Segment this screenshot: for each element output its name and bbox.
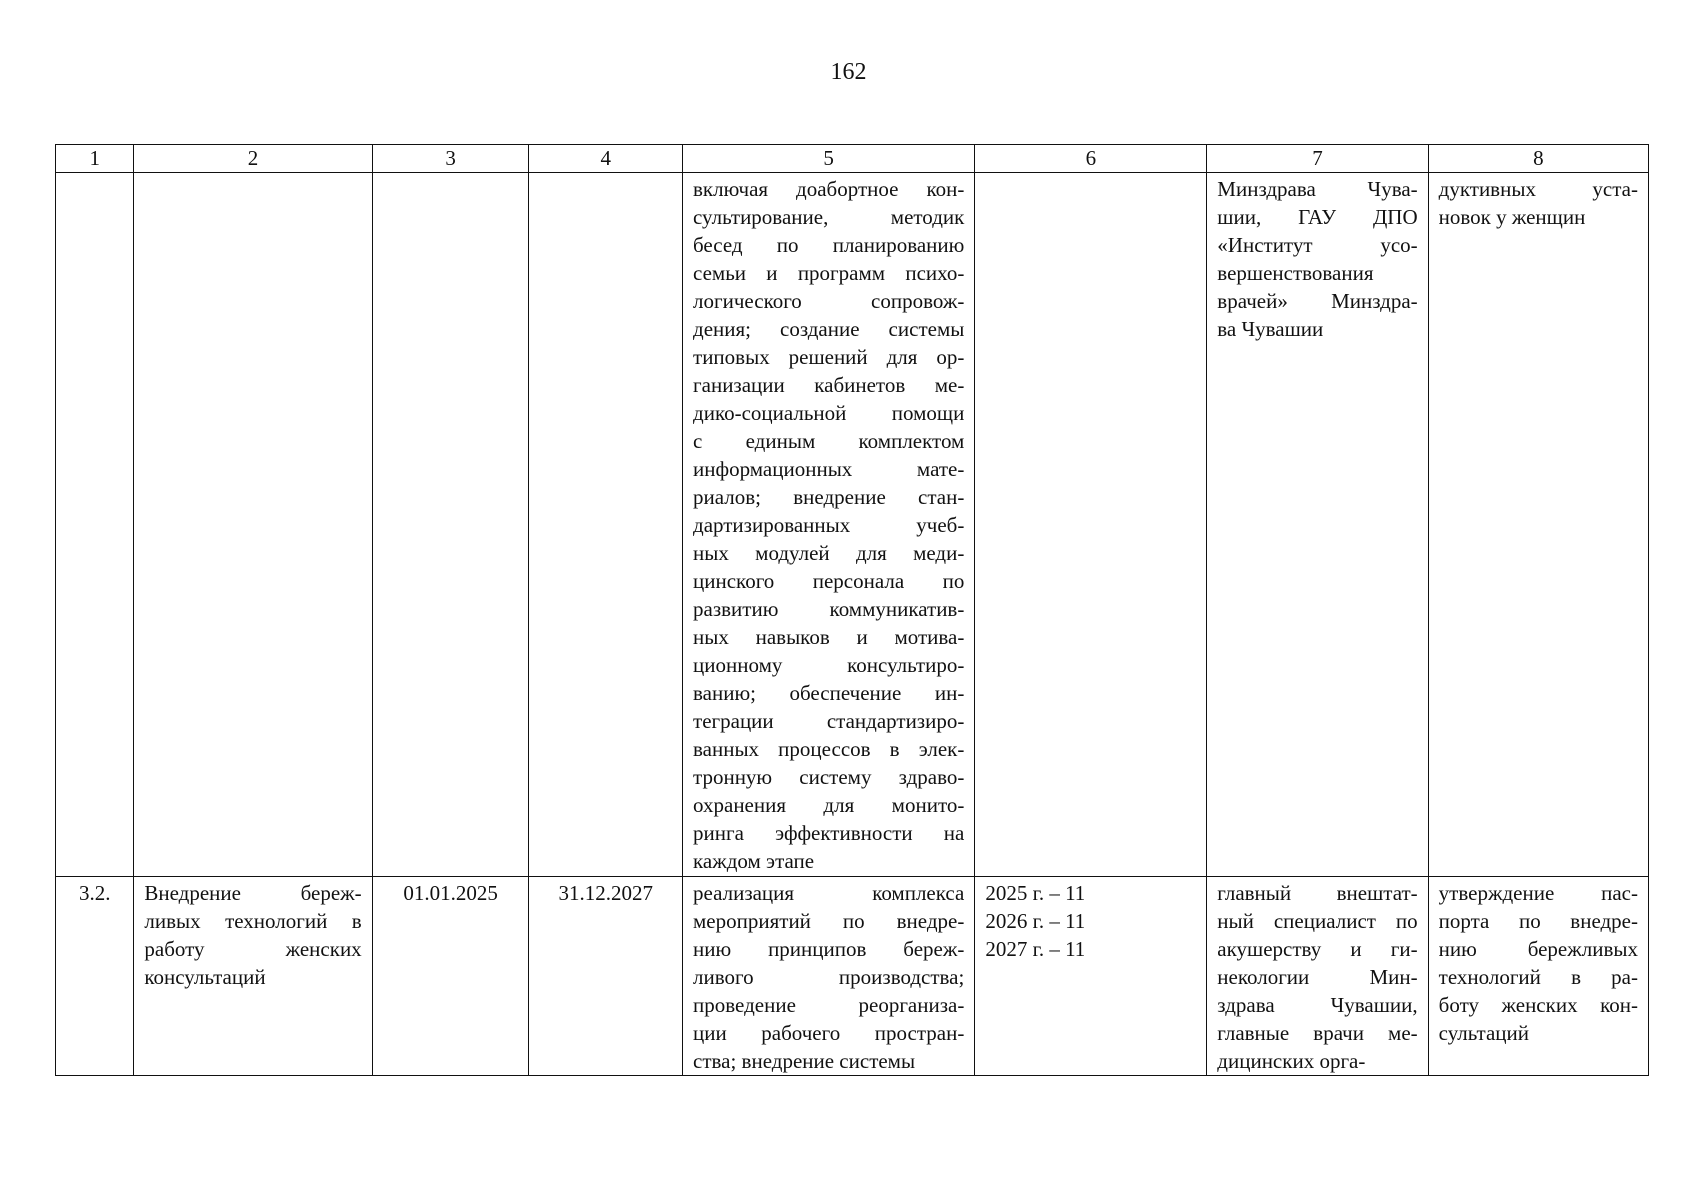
header-cell: 8 [1428, 145, 1648, 173]
end-date-cell [529, 173, 683, 877]
description-cell [683, 877, 975, 1076]
text-line: главные врачи ме- [1217, 1021, 1418, 1045]
row-number-cell: 3.2. [56, 877, 134, 1076]
text-line: охранения для монито- [693, 793, 965, 817]
text-line: логического сопровож- [693, 289, 965, 313]
text-line: ный специалист по [1217, 909, 1418, 933]
text-line: утверждение пас- [1438, 881, 1638, 905]
text-line: развитию коммуникатив- [693, 597, 965, 621]
description-cell [683, 173, 975, 877]
text-line: ционному консультиро- [693, 653, 965, 677]
header-cell: 6 [975, 145, 1207, 173]
text-line: главный внештат- [1217, 881, 1418, 905]
plan-table [55, 144, 1649, 1076]
text-line: «Институт усо- [1217, 233, 1418, 257]
text-line: каждом этапе [693, 849, 815, 873]
text-line: дико-социальной помощи [693, 401, 965, 425]
start-date-cell [372, 173, 529, 877]
text-line: 2027 г. – 11 [985, 937, 1086, 961]
text-line: новок у женщин [1438, 205, 1586, 229]
header-cell: 1 [56, 145, 134, 173]
text-line: дицинских орга- [1217, 1049, 1366, 1073]
text-line: сультаций [1438, 1021, 1530, 1045]
responsible-cell [1207, 173, 1428, 877]
text-line: 2026 г. – 11 [985, 909, 1086, 933]
text-line: боту женских кон- [1438, 993, 1638, 1017]
text-line: акушерству и ги- [1217, 937, 1418, 961]
event-name-cell [134, 173, 372, 877]
indicator-cell [975, 877, 1207, 1076]
text-line: дения; создание системы [693, 317, 965, 341]
header-cell: 7 [1207, 145, 1428, 173]
table-header-row [56, 145, 1649, 173]
text-line: дуктивных уста- [1438, 177, 1638, 201]
text-line: шии, ГАУ ДПО [1217, 205, 1418, 229]
text-line: Внедрение береж- [144, 881, 362, 905]
text-line: цинского персонала по [693, 569, 965, 593]
table-row [56, 877, 1649, 1076]
text-line: дартизированных учеб- [693, 513, 965, 537]
text-line: ции рабочего простран- [693, 1021, 965, 1045]
text-line: ганизации кабинетов ме- [693, 373, 965, 397]
text-line: сультирование, методик [693, 205, 965, 229]
text-line: тронную систему здраво- [693, 765, 965, 789]
header-cell: 4 [529, 145, 683, 173]
page-number: 162 [830, 59, 867, 85]
text-line: ных навыков и мотива- [693, 625, 965, 649]
text-line: риалов; внедрение стан- [693, 485, 965, 509]
text-line: технологий в ра- [1438, 965, 1638, 989]
text-line: ванию; обеспечение ин- [693, 681, 965, 705]
text-line: реализация комплекса [693, 881, 965, 905]
header-cell: 5 [683, 145, 975, 173]
text-line: нию бережливых [1438, 937, 1638, 961]
text-line: ва Чувашии [1217, 317, 1324, 341]
result-cell [1428, 877, 1648, 1076]
table-row [56, 173, 1649, 877]
text-line: типовых решений для ор- [693, 345, 965, 369]
text-line: ства; внедрение системы [693, 1049, 916, 1073]
text-line: порта по внедре- [1438, 909, 1638, 933]
text-line: ванных процессов в элек- [693, 737, 965, 761]
result-cell [1428, 173, 1648, 877]
text-line: теграции стандартизиро- [693, 709, 965, 733]
text-line: проведение реорганиза- [693, 993, 965, 1017]
header-cell: 2 [134, 145, 372, 173]
text-line: здрава Чувашии, [1217, 993, 1418, 1017]
text-line: врачей» Минздра- [1217, 289, 1418, 313]
text-line: 2025 г. – 11 [985, 881, 1086, 905]
text-line: некологии Мин- [1217, 965, 1418, 989]
text-line: вершенствования [1217, 261, 1374, 285]
text-line: семьи и программ психо- [693, 261, 965, 285]
responsible-cell [1207, 877, 1428, 1076]
text-line: ных модулей для меди- [693, 541, 965, 565]
text-line: с единым комплектом [693, 429, 965, 453]
text-line: работу женских [144, 937, 362, 961]
row-number-cell [56, 173, 134, 877]
text-line: мероприятий по внедре- [693, 909, 965, 933]
text-line: нию принципов береж- [693, 937, 965, 961]
text-line: ринга эффективности на [693, 821, 965, 845]
start-date-cell: 01.01.2025 [372, 877, 529, 1076]
indicator-cell [975, 173, 1207, 877]
header-cell: 3 [372, 145, 529, 173]
end-date-cell: 31.12.2027 [529, 877, 683, 1076]
text-line: ливых технологий в [144, 909, 362, 933]
text-line: включая доабортное кон- [693, 177, 965, 201]
text-line: консультаций [144, 965, 266, 989]
text-line: Минздрава Чува- [1217, 177, 1418, 201]
text-line: ливого производства; [693, 965, 965, 989]
text-line: бесед по планированию [693, 233, 965, 257]
event-name-cell [134, 877, 372, 1076]
text-line: информационных мате- [693, 457, 965, 481]
